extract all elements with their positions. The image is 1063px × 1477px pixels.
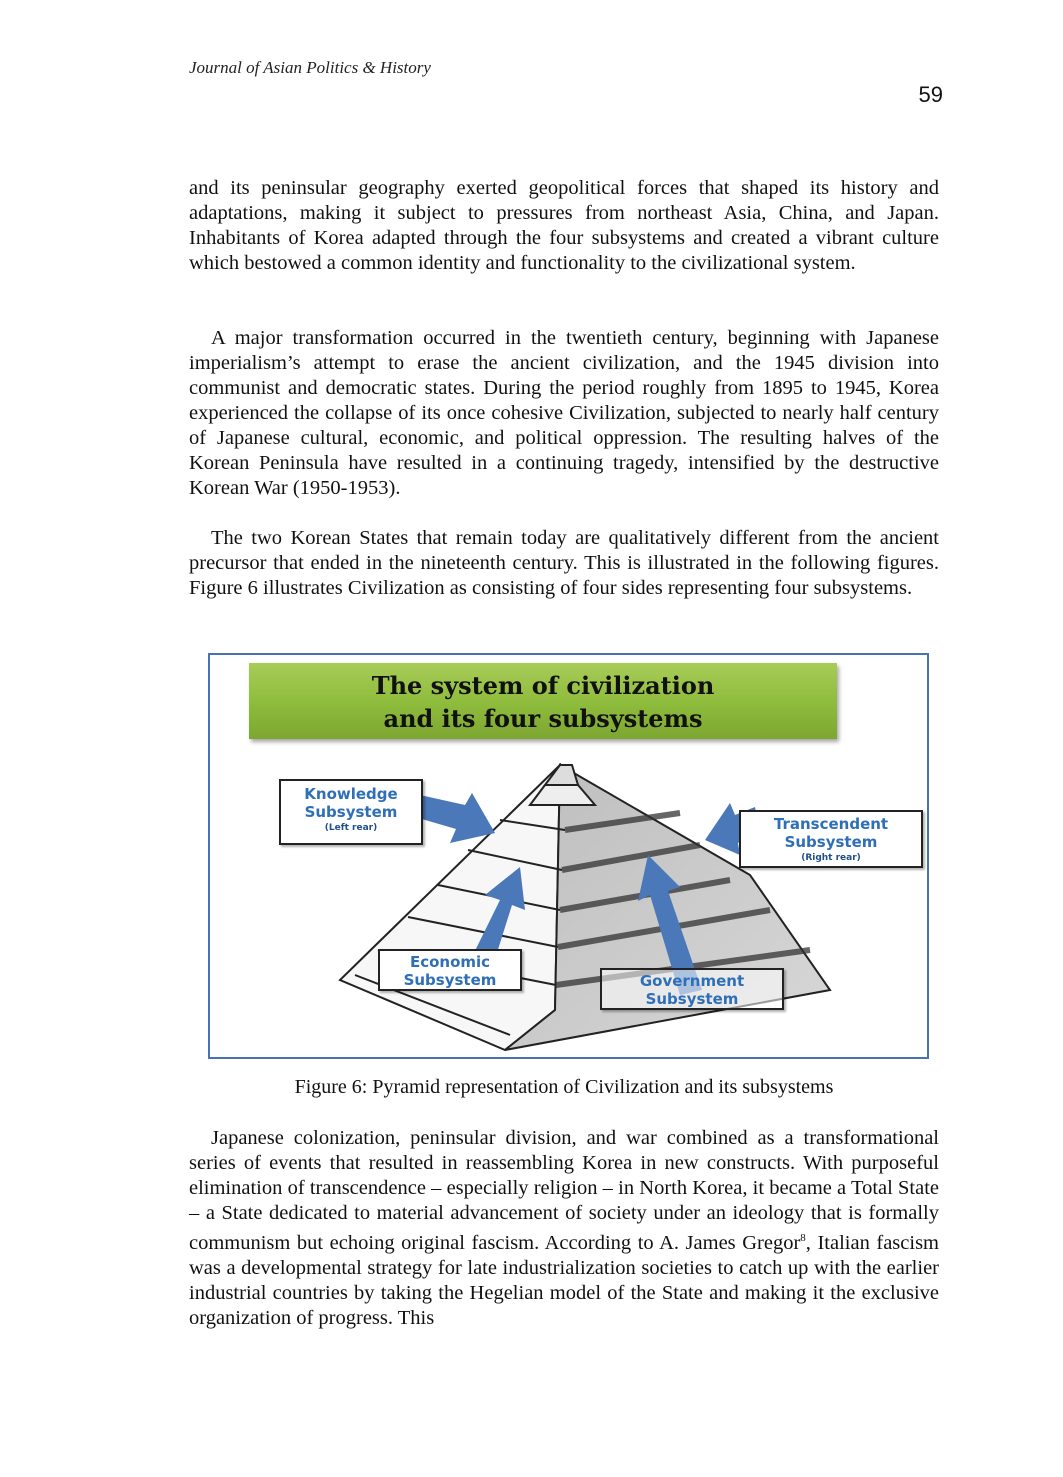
economic-label-line-1: Economic bbox=[409, 953, 491, 971]
figure-title-line-2: and its four subsystems bbox=[383, 704, 703, 733]
paragraph-4-text-b: , Italian fascism was a developmental strategy for late industrialization societies to catch up with the earlier industrial countries by taking the Hegelian model of the State and making it the exclusive organization of progress. This bbox=[189, 1231, 940, 1329]
knowledge-subsystem-label bbox=[279, 779, 423, 845]
knowledge-label-line-1: Knowledge bbox=[304, 785, 398, 803]
paragraph-4-text-a: Japanese colonization, peninsular division, and war combined as a transformational series of events that resulted in reassembling Korea in new constructs. With purposeful elimination of transcendence – especially religion – in North Korea, it became a Total State – a State dedicated to material advancement of society under an ideology that is formally communism but echoing original fascism. According to A. James Gregor bbox=[189, 1127, 939, 1254]
economic-subsystem-label bbox=[378, 949, 522, 991]
paragraph-1: and its peninsular geography exerted geopolitical forces that shaped its history and adaptations, making it subject to pressures from northeast Asia, China, and Japan. Inhabitants of Korea adapted through the four subsystems and created a vibrant culture which bestowed a common identity and functionality to the civilizational system. bbox=[189, 177, 939, 274]
footnote-ref-8[interactable]: 8 bbox=[800, 1232, 806, 1244]
paragraph-2: A major transformation occurred in the twentieth century, beginning with Japanese imperialism’s attempt to erase the ancient civilization, and the 1945 division into communist and democratic states. During the period roughly from 1895 to 1945, Korea experienced the collapse of its once cohesive Civilization, subjected to nearly half century of Japanese cultural, economic, and political oppression. The resulting halves of the Korean Peninsula have resulted in a continuing tragedy, intensified by the destructive Korean War (1950-1953). bbox=[189, 327, 939, 499]
transcendent-label-line-1: Transcendent bbox=[773, 815, 889, 833]
transcendent-label-note: (Right rear) bbox=[801, 853, 861, 863]
paragraph-3: The two Korean States that remain today are qualitatively different from the ancient precursor that ended in the nineteenth century. This is illustrated in the following figures. Figure 6 illustrates Civilization as consisting of four sides representing four subsystems. bbox=[189, 527, 939, 599]
knowledge-label-line-2: Subsystem bbox=[304, 803, 398, 821]
figure-title-banner bbox=[249, 663, 837, 739]
figure-6-pyramid bbox=[208, 653, 929, 1059]
government-label-line-1: Government bbox=[639, 972, 745, 990]
figure-title-line-1: The system of civilization bbox=[371, 671, 715, 700]
knowledge-label-note: (Left rear) bbox=[324, 823, 378, 833]
transcendent-subsystem-label bbox=[739, 810, 923, 868]
transcendent-label-line-2: Subsystem bbox=[784, 833, 878, 851]
economic-label-line-2: Subsystem bbox=[403, 971, 497, 989]
government-subsystem-label bbox=[600, 968, 784, 1010]
government-label-line-2: Subsystem bbox=[645, 990, 739, 1008]
figure-caption: Figure 6: Pyramid representation of Civilization and its subsystems bbox=[294, 1076, 834, 1098]
running-head-journal-title: Journal of Asian Politics & History bbox=[189, 58, 431, 77]
page-number: 59 bbox=[918, 82, 943, 107]
paragraph-4 bbox=[189, 1126, 939, 1331]
